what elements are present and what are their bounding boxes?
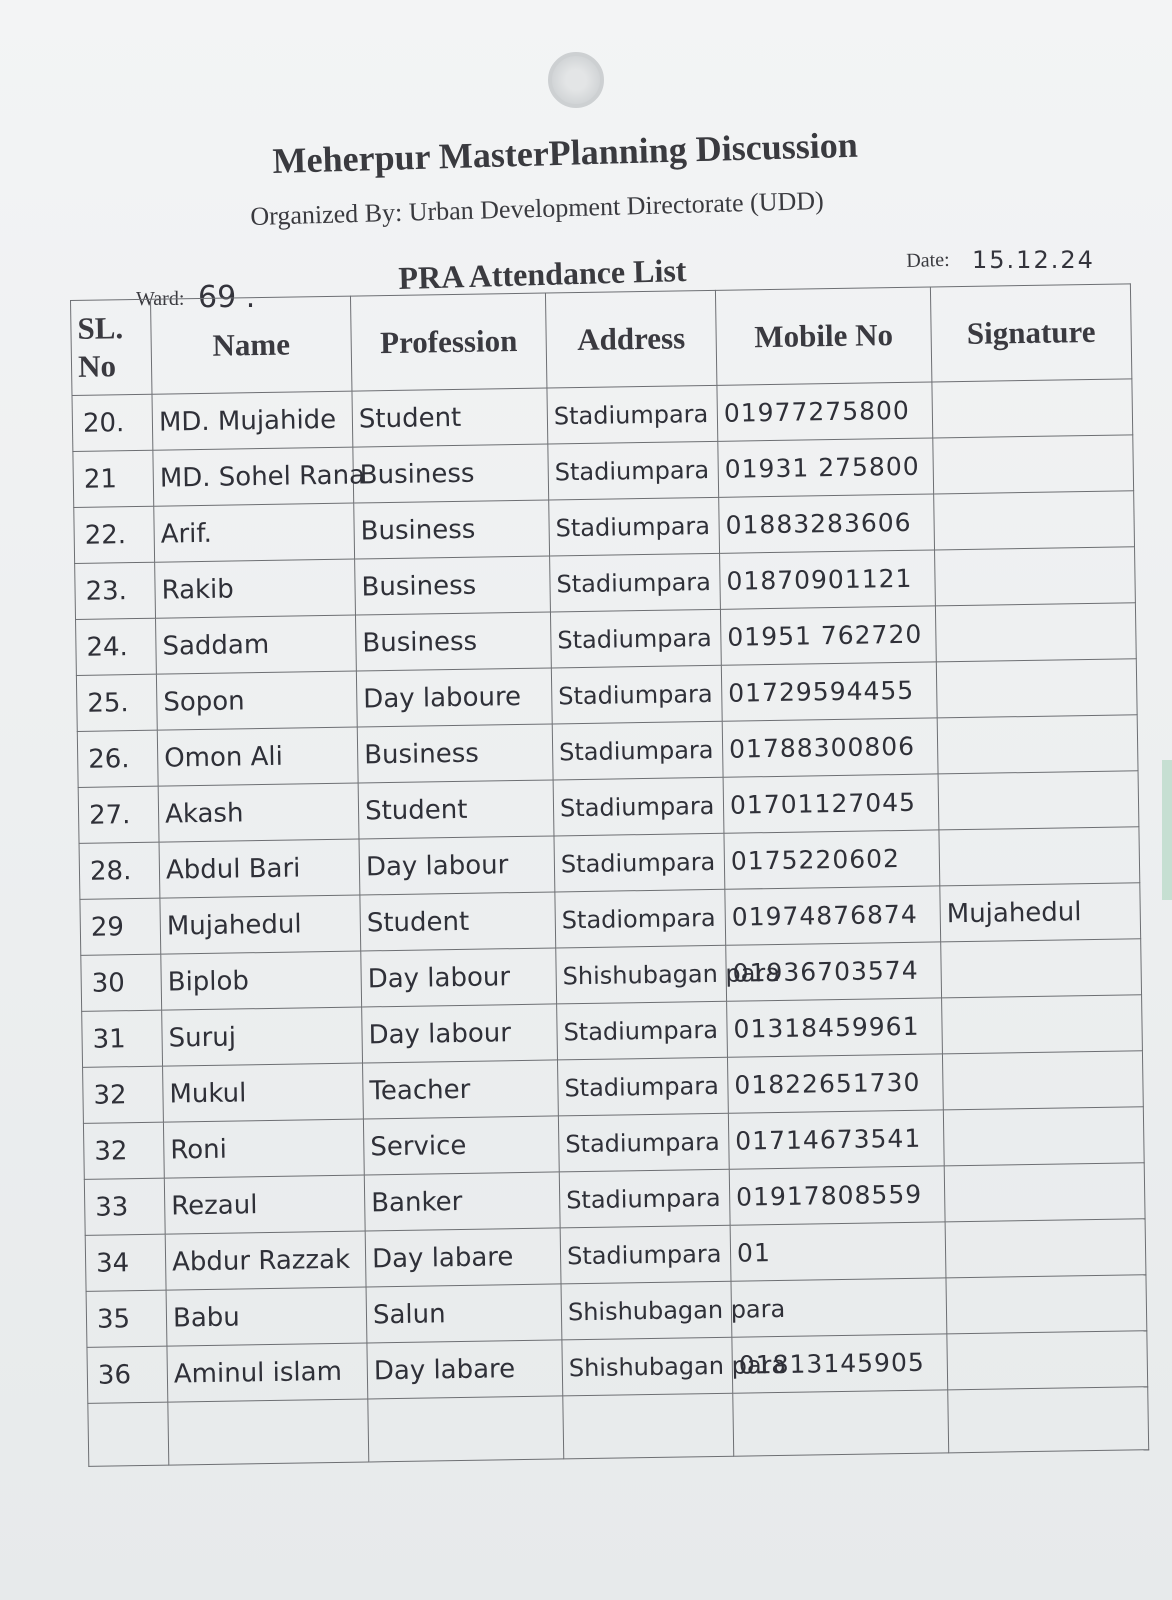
cell-name: Omon Ali — [157, 727, 358, 786]
empty-cell — [733, 1390, 949, 1456]
cell-mobile: 01974876874 — [725, 886, 941, 945]
cell-profession: Day labare — [367, 1340, 563, 1399]
cell-sl-no: 24. — [76, 618, 157, 675]
cell-signature — [942, 1051, 1143, 1110]
cell-name: Akash — [158, 783, 359, 842]
list-title: PRA Attendance List — [398, 251, 687, 296]
cell-sl-no: 29 — [80, 898, 161, 955]
cell-name: Abdur Razzak — [165, 1231, 366, 1290]
cell-profession: Banker — [364, 1172, 560, 1231]
cell-address: Stadiumpara — [559, 1169, 730, 1228]
cell-name: Mujahedul — [160, 895, 361, 954]
cell-name: MD. Sohel Rana — [153, 447, 354, 506]
header-sl-no: SL. No — [71, 299, 152, 395]
cell-name: Roni — [163, 1119, 364, 1178]
cell-profession: Day labour — [362, 1004, 558, 1063]
cell-mobile: 01788300806 — [722, 718, 938, 777]
cell-mobile: 01870901121 — [720, 550, 936, 609]
cell-address: Stadiumpara — [557, 1057, 728, 1116]
cell-signature — [945, 1219, 1146, 1278]
cell-address: Stadiumpara — [551, 665, 722, 724]
cell-sl-no: 31 — [82, 1010, 163, 1067]
cell-signature — [946, 1275, 1147, 1334]
cell-address: Stadiumpara — [558, 1113, 729, 1172]
cell-address: Stadiumpara — [560, 1225, 731, 1284]
cell-signature — [936, 659, 1137, 718]
cell-name: Suruj — [162, 1007, 363, 1066]
cell-mobile: 01701127045 — [723, 774, 939, 833]
attendance-table — [70, 283, 1149, 1467]
cell-address: Stadiompara — [555, 889, 726, 948]
header-name: Name — [150, 296, 351, 394]
cell-profession: Day labour — [359, 836, 555, 895]
cell-profession: Student — [352, 388, 548, 447]
cell-name: Babu — [166, 1287, 367, 1346]
header-mobile-no: Mobile No — [715, 287, 931, 385]
cell-sl-no: 27. — [78, 786, 159, 843]
cell-address: Shishubagan para — [562, 1337, 733, 1396]
empty-cell — [368, 1396, 564, 1462]
cell-name: MD. Mujahide — [152, 391, 353, 450]
header-signature: Signature — [930, 284, 1131, 382]
empty-cell — [88, 1402, 169, 1466]
date-value: 15.12.24 — [972, 246, 1095, 274]
cell-address: Stadiumpara — [552, 721, 723, 780]
cell-address: Stadiumpara — [553, 777, 724, 836]
cell-profession: Student — [358, 780, 554, 839]
cell-signature — [941, 939, 1142, 998]
date-label: Date: — [906, 248, 950, 272]
cell-profession: Salun — [366, 1284, 562, 1343]
attendance-table-wrapper — [70, 283, 1148, 1467]
cell-signature: Mujahedul — [940, 883, 1141, 942]
cell-mobile: 01931 275800 — [718, 438, 934, 497]
cell-mobile: 01729594455 — [721, 662, 937, 721]
cell-mobile: 01822651730 — [727, 1054, 943, 1113]
cell-name: Saddam — [156, 615, 357, 674]
organizer-line: Organized By: Urban Development Directorate (UDD) — [250, 185, 825, 231]
cell-name: Sopon — [156, 671, 357, 730]
cell-address: Stadiumpara — [550, 553, 721, 612]
cell-signature — [942, 995, 1143, 1054]
cell-sl-no: 33 — [84, 1178, 165, 1235]
cell-address: Stadiumpara — [550, 609, 721, 668]
government-seal-icon — [548, 52, 604, 108]
cell-address: Stadiumpara — [547, 385, 718, 444]
cell-sl-no: 35 — [86, 1290, 167, 1347]
cell-address: Stadiumpara — [549, 497, 720, 556]
cell-name: Aminul islam — [167, 1343, 368, 1402]
cell-address: Stadiumpara — [548, 441, 719, 500]
empty-cell — [563, 1393, 734, 1459]
cell-sl-no: 34 — [85, 1234, 166, 1291]
cell-name: Rakib — [155, 559, 356, 618]
cell-mobile: 0175220602 — [724, 830, 940, 889]
cell-profession: Student — [360, 892, 556, 951]
header-profession: Profession — [350, 293, 546, 391]
cell-signature — [935, 547, 1136, 606]
cell-profession: Business — [355, 556, 551, 615]
cell-signature — [939, 827, 1140, 886]
cell-sl-no: 21 — [73, 450, 154, 507]
table-header-row — [71, 284, 1132, 396]
cell-signature — [943, 1107, 1144, 1166]
cell-signature — [935, 603, 1136, 662]
cell-name: Mukul — [163, 1063, 364, 1122]
cell-sl-no: 28. — [79, 842, 160, 899]
cell-sl-no: 32 — [83, 1066, 164, 1123]
cell-sl-no: 22. — [74, 506, 155, 563]
empty-cell — [168, 1399, 369, 1465]
cell-address: Shishubagan para — [561, 1281, 732, 1340]
cell-name: Abdul Bari — [159, 839, 360, 898]
cell-signature — [938, 771, 1139, 830]
cell-profession: Business — [357, 724, 553, 783]
cell-address: Stadiumpara — [557, 1001, 728, 1060]
cell-signature — [947, 1331, 1148, 1390]
cell-mobile: 01936703574 — [726, 942, 942, 1001]
cell-sl-no: 20. — [72, 394, 153, 451]
cell-profession: Business — [355, 612, 551, 671]
cell-profession: Day labare — [365, 1228, 561, 1287]
cell-profession: Service — [363, 1116, 559, 1175]
cell-sl-no: 23. — [75, 562, 156, 619]
cell-address: Stadiumpara — [554, 833, 725, 892]
cell-signature — [934, 491, 1135, 550]
ward-value: 69 . — [198, 280, 256, 315]
cell-mobile: 01883283606 — [719, 494, 935, 553]
cell-mobile: 01813145905 — [732, 1334, 948, 1393]
ward-label: Ward: — [136, 288, 185, 310]
cell-sl-no: 36 — [87, 1346, 168, 1403]
cell-profession: Teacher — [363, 1060, 559, 1119]
cell-signature — [944, 1163, 1145, 1222]
cell-sl-no: 25. — [76, 674, 157, 731]
cell-profession: Business — [354, 500, 550, 559]
cell-signature — [937, 715, 1138, 774]
cell-mobile: 01 — [730, 1222, 946, 1281]
cell-profession: Day laboure — [356, 668, 552, 727]
cell-mobile: 01977275800 — [717, 382, 933, 441]
cell-name: Biplob — [161, 951, 362, 1010]
cell-mobile: 01951 762720 — [720, 606, 936, 665]
cell-mobile: 01714673541 — [728, 1110, 944, 1169]
cell-profession: Day labour — [361, 948, 557, 1007]
cell-mobile: 01318459961 — [727, 998, 943, 1057]
cell-address: Shishubagan para — [556, 945, 727, 1004]
cell-signature — [933, 435, 1134, 494]
document-title: Meherpur MasterPlanning Discussion — [272, 124, 859, 181]
cell-signature — [932, 379, 1133, 438]
cell-sl-no: 26. — [77, 730, 158, 787]
header-address: Address — [545, 290, 716, 388]
cell-mobile: 01917808559 — [729, 1166, 945, 1225]
cell-sl-no: 32 — [83, 1122, 164, 1179]
cell-name: Rezaul — [164, 1175, 365, 1234]
cell-sl-no: 30 — [81, 954, 162, 1011]
empty-cell — [948, 1387, 1149, 1453]
cell-name: Arif. — [154, 503, 355, 562]
cell-profession: Business — [353, 444, 549, 503]
